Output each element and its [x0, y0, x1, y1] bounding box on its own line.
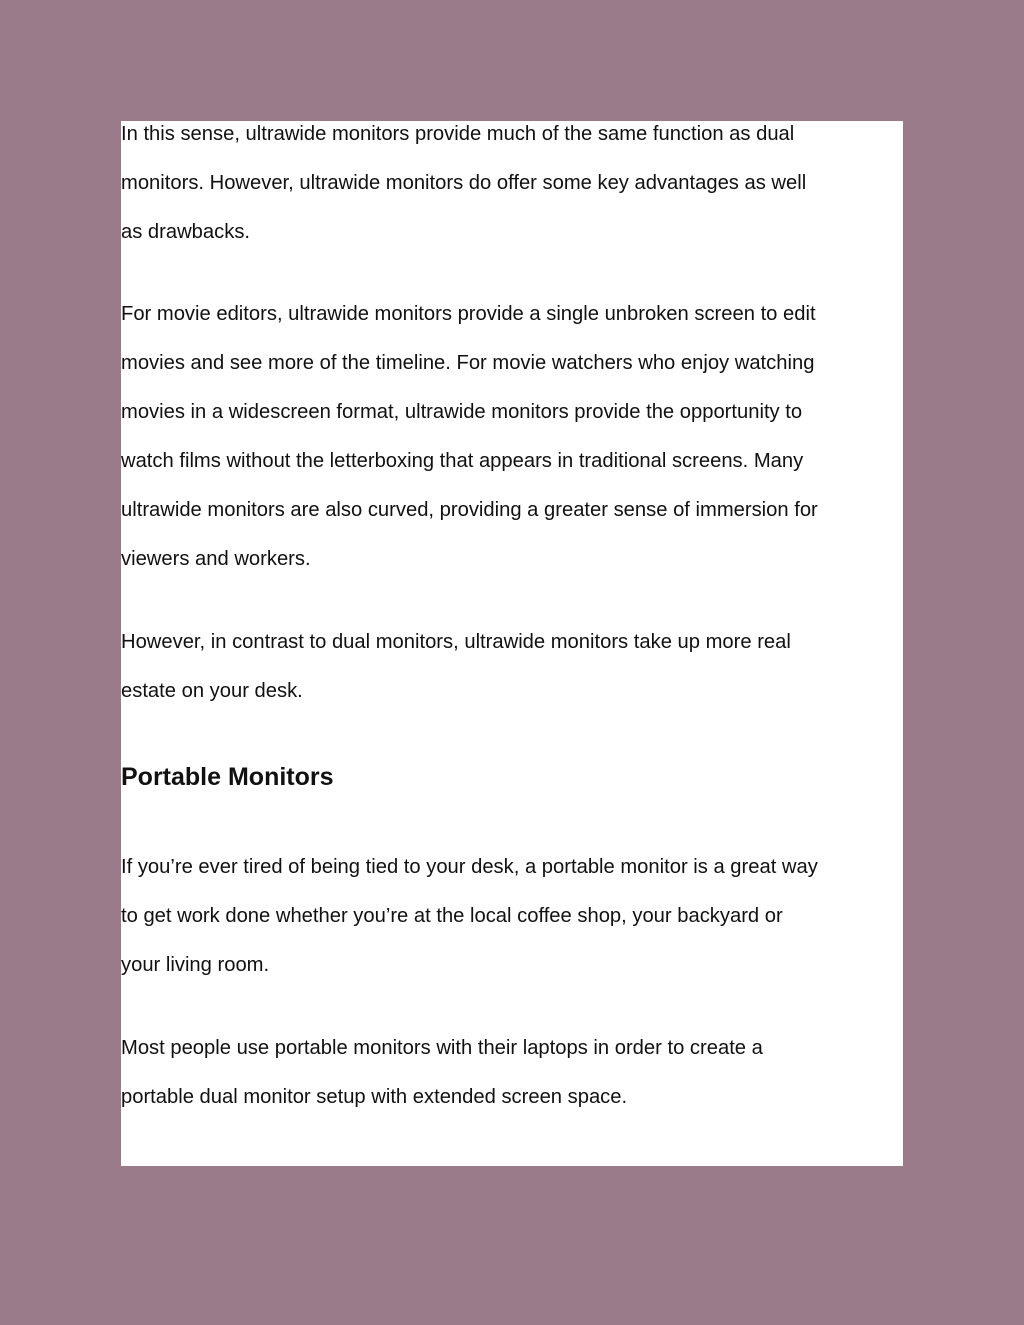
text-line: your living room. [121, 954, 270, 976]
text-line: viewers and workers. [121, 548, 311, 570]
text-line: portable dual monitor setup with extended screen space. [121, 1086, 628, 1108]
text-line: For movie editors, ultrawide monitors provide a single unbroken screen to edit [121, 303, 816, 325]
text-line: ultrawide monitors are also curved, providing a greater sense of immersion for [121, 499, 818, 521]
text-line: monitors. However, ultrawide monitors do offer some key advantages as well [121, 172, 807, 194]
text-line: Most people use portable monitors with their laptops in order to create a [121, 1037, 763, 1059]
text-line: movies in a widescreen format, ultrawide monitors provide the opportunity to [121, 401, 803, 423]
section-heading-portable-monitors: Portable Monitors [121, 763, 334, 791]
paragraph-ultrawide-intro [121, 110, 911, 257]
paragraph-desk-space [121, 618, 911, 716]
text-line: In this sense, ultrawide monitors provide much of the same function as dual [121, 123, 795, 145]
paragraph-portable-usage [121, 1024, 911, 1122]
text-line: as drawbacks. [121, 221, 251, 243]
document-page [121, 121, 903, 1166]
text-line: watch films without the letterboxing that appears in traditional screens. Many [121, 450, 804, 472]
text-line: However, in contrast to dual monitors, ultrawide monitors take up more real [121, 631, 791, 653]
text-line: to get work done whether you’re at the local coffee shop, your backyard or [121, 905, 783, 927]
text-line: movies and see more of the timeline. For movie watchers who enjoy watching [121, 352, 815, 374]
paragraph-portable-intro [121, 843, 911, 990]
paragraph-movie-editors [121, 290, 911, 584]
text-line: If you’re ever tired of being tied to your desk, a portable monitor is a great way [121, 856, 818, 878]
text-line: estate on your desk. [121, 680, 303, 702]
